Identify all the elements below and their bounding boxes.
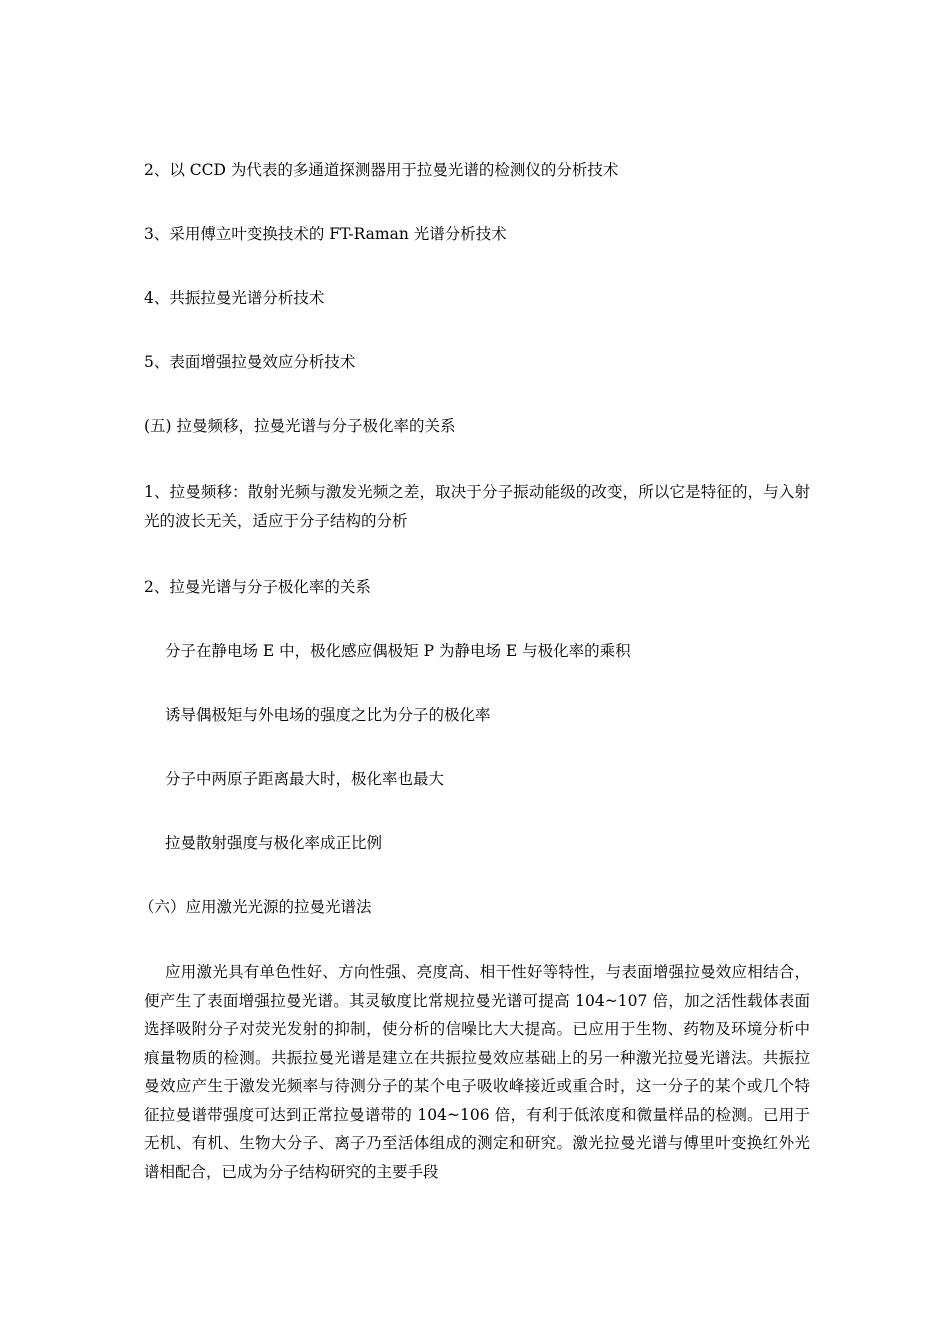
list-item-ccd: 2、以 CCD 为代表的多通道探测器用于拉曼光谱的检测仪的分析技术 [144,161,619,179]
list-item-resonance-raman: 4、共振拉曼光谱分析技术 [144,289,325,307]
polarizability-heading: 2、拉曼光谱与分子极化率的关系 [144,578,371,596]
point-intensity-proportional: 拉曼散射强度与极化率成正比例 [165,834,383,852]
list-item-sers: 5、表面增强拉曼效应分析技术 [144,353,356,371]
point-dipole-moment: 分子在静电场 E 中，极化感应偶极矩 P 为静电场 E 与极化率的乘积 [165,642,631,660]
point-polarizability-ratio: 诱导偶极矩与外电场的强度之比为分子的极化率 [165,706,491,724]
point-max-distance: 分子中两原子距离最大时，极化率也最大 [165,770,445,788]
raman-shift-paragraph: 1、拉曼频移：散射光频与激发光频之差，取决于分子振动能级的改变，所以它是特征的，与入射光的波长无关，适应于分子结构的分析 [144,483,810,530]
section-heading-5: (五) 拉曼频移，拉曼光谱与分子极化率的关系 [144,417,456,435]
section-heading-6: （六）应用激光光源的拉曼光谱法 [139,898,372,916]
list-item-ft-raman: 3、采用傅立叶变换技术的 FT-Raman 光谱分析技术 [144,225,507,243]
laser-raman-paragraph: 应用激光具有单色性好、方向性强、亮度高、相干性好等特性，与表面增强拉曼效应相结合，便产生了表面增强拉曼光谱。其灵敏度比常规拉曼光谱可提高 104~107 倍，加之活性载体表面选择吸附分子对荧光发射的抑制，使分析的信噪比大大提高。已应用于生物、药物及环境分析中痕量物质的检测。共振拉曼光谱是建立在共振拉曼效应基础上的另一种激光拉曼光谱法。共振拉曼效应产生于激发光频率与待测分子的某个电子吸收峰接近或重合时，这一分子的某个或几个特征拉曼谱带强度可达到正常拉曼谱带的 104~106 倍，有利于低浓度和微量样品的检测。已用于无机、有机、生物大分子、离子乃至活体组成的测定和研究。激光拉曼光谱与傅里叶变换红外光谱相配合，已成为分子结构研究的主要手段 [144,963,810,1181]
